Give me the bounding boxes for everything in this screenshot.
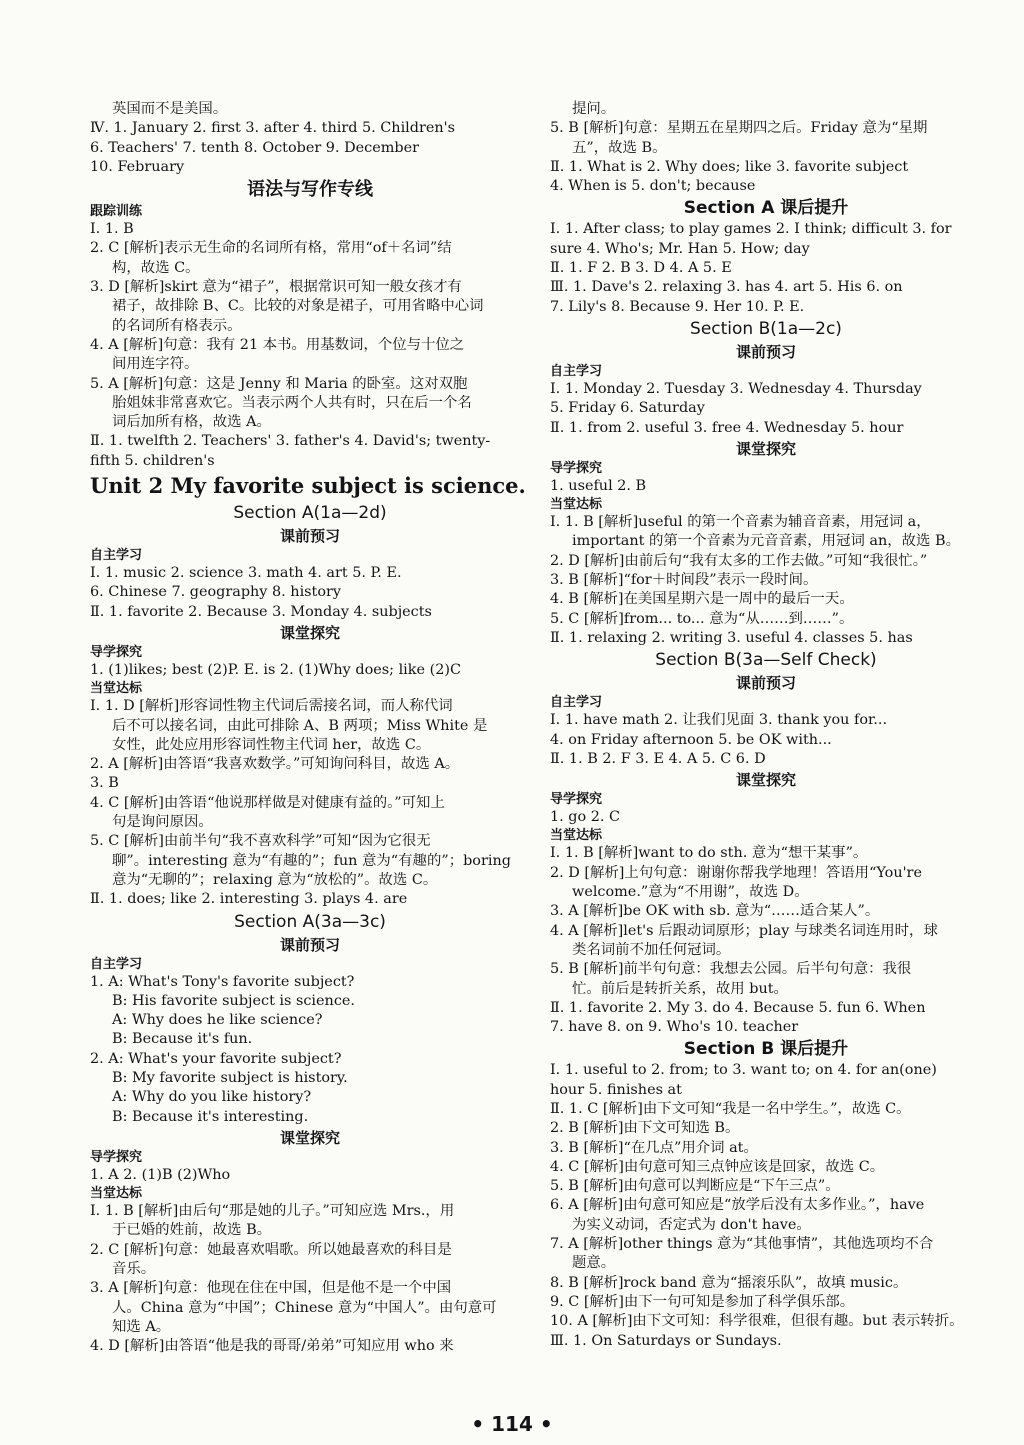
text-line: 2. C [解析]句意：她最喜欢唱歌。所以她最喜欢的科目是 [90, 1241, 452, 1258]
text-line: 3. A [解析]be OK with sb. 意为“……适合某人”。 [550, 903, 880, 920]
text-line: 的名词所有格表示。 [112, 317, 242, 334]
text-line: 类名词前不加任何冠词。 [572, 941, 731, 958]
exercise-label: 自主学习 [550, 695, 603, 711]
text-line: 4. on Friday afternoon 5. be OK with... [550, 731, 832, 748]
text-line: Ⅰ. 1. Monday 2. Tuesday 3. Wednesday 4. Thursday [550, 380, 922, 397]
exercise-label: 导学探究 [550, 460, 603, 476]
text-line: 10. A [解析]由下文可知：科学很难，但很有趣。but 表示转折。 [550, 1313, 964, 1330]
text-line: 7. A [解析]other things 意为“其他事情”，其他选项均不合 [550, 1236, 934, 1253]
text-line: 人。China 意为“中国”；Chinese 意为“中国人”。由句意可 [112, 1299, 497, 1316]
text-line: 3. B [解析]“在几点”用介词 at。 [550, 1139, 758, 1156]
text-line: 4. B [解析]在美国星期六是一周中的最后一天。 [550, 591, 854, 608]
unit-title: Unit 2 My favorite subject is science. [90, 473, 526, 499]
text-line: Ⅰ. 1. D [解析]形容词性物主代词后需接名词，而人称代词 [90, 698, 453, 715]
text-line: 7. have 8. on 9. Who's 10. teacher [550, 1019, 799, 1036]
text-line: Ⅱ. 1. favorite 2. My 3. do 4. Because 5. fun 6. When [550, 999, 926, 1016]
text-line: 五”，故选 B。 [572, 139, 667, 156]
text-line: Ⅰ. 1. useful to 2. from; to 3. want to; on 4. for an(one) [550, 1062, 937, 1079]
text-line: 后不可以接名词，由此可排除 A、B 两项；Miss White 是 [112, 717, 488, 734]
text-line: Ⅱ. 1. does; like 2. interesting 3. plays 4. are [90, 891, 408, 908]
text-line: 题意。 [572, 1255, 616, 1272]
text-line: 5. A [解析]句意：这是 Jenny 和 Maria 的卧室。这对双胞 [90, 375, 468, 392]
text-line: Ⅰ. 1. music 2. science 3. math 4. art 5. P. E. [90, 565, 402, 582]
text-line: 5. B [解析]句意：星期五在星期四之后。Friday 意为“星期 [550, 120, 928, 137]
text-line: Ⅱ. 1. What is 2. Why does; like 3. favorite subject [550, 158, 909, 175]
text-line: Ⅰ. 1. After class; to play games 2. I think; difficult 3. for [550, 221, 952, 238]
exercise-label: 导学探究 [90, 644, 143, 660]
text-line: 5. B [解析]由句意可以判断应是“下午三点”。 [550, 1178, 840, 1195]
text-line: B: My favorite subject is history. [112, 1069, 348, 1086]
section-title: Section B(3a—Self Check) [655, 650, 877, 671]
text-line: Ⅰ. 1. B [解析]useful 的第一个音素为辅音音素，用冠词 a， [550, 514, 931, 531]
section-title: Section B(1a—2c) [690, 318, 842, 339]
section-title: Section A(1a—2d) [233, 503, 387, 524]
text-line: 4. A [解析]let's 后跟动词原形；play 与球类名词连用时，球 [550, 922, 938, 939]
text-line: 于已婚的姓前，故选 B。 [112, 1222, 272, 1239]
text-line: 为实义动词，否定式为 don't have。 [572, 1216, 811, 1233]
text-line: 1. A: What's Tony's favorite subject? [90, 973, 355, 990]
text-line: 忙。前后是转折关系，故用 but。 [572, 980, 788, 997]
text-line: 裙子，故排除 B、C。比较的对象是裙子，可用省略中心词 [112, 298, 484, 315]
right-column [550, 100, 982, 1351]
text-line: 5. C [解析]from... to... 意为“从……到……”。 [550, 610, 854, 627]
text-line: B: His favorite subject is science. [112, 992, 355, 1009]
text-line: Ⅱ. 1. from 2. useful 3. free 4. Wednesday 5. hour [550, 419, 904, 436]
text-line: A: Why does he like science? [112, 1012, 323, 1029]
text-line: 10. February [90, 158, 185, 175]
text-line: 音乐。 [112, 1261, 156, 1278]
text-line: 知选 A。 [112, 1318, 171, 1335]
text-line: 3. B [90, 775, 119, 792]
text-line: Ⅲ. 1. On Saturdays or Sundays. [550, 1332, 782, 1349]
text-line: sure 4. Who's; Mr. Han 5. How; day [550, 240, 810, 257]
text-line: 8. B [解析]rock band 意为“摇滚乐队”，故填 music。 [550, 1274, 908, 1291]
subsection-heading: 课堂探究 [279, 1128, 340, 1147]
text-line: hour 5. finishes at [550, 1081, 682, 1098]
text-line: 1. go 2. C [550, 809, 621, 826]
text-line: Ⅱ. 1. F 2. B 3. D 4. A 5. E [550, 260, 732, 277]
text-line: 2. C [解析]表示无生命的名词所有格，常用“of＋名词”结 [90, 240, 452, 257]
text-line: 1. useful 2. B [550, 477, 647, 494]
text-line: 2. A: What's your favorite subject? [90, 1050, 342, 1067]
text-line: Ⅱ. 1. favorite 2. Because 3. Monday 4. subjects [90, 603, 432, 620]
text-line: 2. D [解析]上句句意：谢谢你帮我学地理！答语用“You're [550, 864, 922, 881]
text-line: 4. C [解析]由句意可知三点钟应该是回家，故选 C。 [550, 1158, 885, 1175]
exercise-label: 当堂达标 [90, 1186, 143, 1202]
text-line: 4. D [解析]由答语“他是我的哥哥/弟弟”可知应用 who 来 [90, 1338, 454, 1355]
text-line: A: Why do you like history? [112, 1089, 312, 1106]
exercise-label: 当堂达标 [90, 681, 143, 697]
exercise-label: 自主学习 [90, 956, 143, 972]
text-line: 6. Chinese 7. geography 8. history [90, 584, 342, 601]
exercise-label: 当堂达标 [550, 828, 603, 844]
text-line: Ⅲ. 1. Dave's 2. relaxing 3. has 4. art 5. His 6. on [550, 279, 903, 296]
text-line: 2. D [解析]由前后句“我有太多的工作去做。”可知“我很忙。” [550, 552, 928, 569]
text-line: Ⅱ. 1. B 2. F 3. E 4. A 5. C 6. D [550, 750, 766, 767]
text-line: Ⅱ. 1. C [解析]由下文可知“我是一名中学生。”，故选 C。 [550, 1100, 911, 1117]
text-line: B: Because it's fun. [112, 1031, 253, 1048]
text-line: 词后加所有格，故选 A。 [112, 414, 271, 431]
text-line: 3. D [解析]skirt 意为“裙子”，根据常识可知一般女孩才有 [90, 279, 462, 296]
exercise-label: 跟踪训练 [90, 204, 143, 220]
text-line: B: Because it's interesting. [112, 1108, 309, 1125]
text-line: 1. (1)likes; best (2)P. E. is 2. (1)Why does; like (2)C [90, 661, 461, 678]
page-number: • 114 • [471, 1412, 553, 1436]
text-line: 构，故选 C。 [112, 259, 200, 276]
text-line: 4. A [解析]句意：我有 21 本书。用基数词，个位与十位之 [90, 336, 465, 353]
exercise-label: 自主学习 [550, 363, 603, 379]
text-line: 英国而不是美国。 [112, 101, 228, 117]
text-line: 5. C [解析]由前半句“我不喜欢科学”可知“因为它很无 [90, 833, 431, 850]
text-line: 间用连字符。 [112, 356, 199, 373]
subsection-heading: 课前预习 [735, 674, 796, 693]
subsection-heading: 课堂探究 [735, 771, 796, 790]
subsection-heading: 课前预习 [279, 527, 340, 546]
subsection-heading: 课堂探究 [279, 623, 340, 642]
text-line: 2. A [解析]由答语“我喜欢数学。”可知询问科目，故选 A。 [90, 756, 460, 773]
section-heading: 语法与写作专线 [247, 179, 373, 201]
section-title: Section A(3a—3c) [234, 911, 386, 932]
text-line: Ⅳ. 1. January 2. first 3. after 4. third 5. Children's [90, 120, 455, 137]
text-line: 7. Lily's 8. Because 9. Her 10. P. E. [550, 298, 805, 315]
text-line: 1. A 2. (1)B (2)Who [90, 1166, 231, 1183]
text-line: 6. A [解析]由句意可知应是“放学后没有太多作业。”，have [550, 1197, 925, 1214]
text-line: 4. C [解析]由答语“他说那样做是对健康有益的。”可知上 [90, 794, 445, 811]
text-line: 5. B [解析]前半句句意：我想去公园。后半句句意：我很 [550, 961, 912, 978]
subsection-heading: 课前预习 [279, 935, 340, 954]
exercise-label: 自主学习 [90, 548, 143, 564]
exercise-label: 当堂达标 [550, 497, 603, 513]
subsection-heading: 课堂探究 [735, 439, 796, 458]
subsection-heading: 课前预习 [735, 342, 796, 361]
text-line: Ⅱ. 1. twelfth 2. Teachers' 3. father's 4. David's; twenty- [90, 433, 491, 450]
text-line: 2. B [解析]由下文可知选 B。 [550, 1120, 740, 1137]
left-column [90, 100, 530, 1357]
text-line: 6. Teachers' 7. tenth 8. October 9. December [90, 139, 419, 156]
section-title: Section A 课后提升 [683, 198, 849, 219]
text-line: important 的第一个音素为元音音素，用冠词 an，故选 B。 [572, 533, 960, 550]
text-line: 提问。 [572, 101, 616, 117]
exercise-label: 导学探究 [90, 1149, 143, 1165]
text-line: Ⅰ. 1. have math 2. 让我们见面 3. thank you for... [550, 712, 888, 729]
text-line: 意为“无聊的”；relaxing 意为“放松的”。故选 C。 [112, 871, 438, 888]
text-line: Ⅱ. 1. relaxing 2. writing 3. useful 4. classes 5. has [550, 629, 913, 646]
text-line: 聊”。interesting 意为“有趣的”；fun 意为“有趣的”；boring [112, 852, 511, 869]
text-line: Ⅰ. 1. B [解析]want to do sth. 意为“想干某事”。 [550, 845, 868, 862]
text-line: Ⅰ. 1. B [解析]由后句“那是她的儿子。”可知应选 Mrs.，用 [90, 1203, 455, 1220]
exercise-label: 导学探究 [550, 792, 603, 808]
text-line: 女性，此处应用形容词性物主代词 her，故选 C。 [112, 736, 431, 753]
text-line: 句是询问原因。 [112, 814, 213, 831]
text-line: fifth 5. children's [90, 452, 215, 469]
text-line: 3. A [解析]句意：他现在住在中国，但是他不是一个中国 [90, 1280, 452, 1297]
text-line: Ⅰ. 1. B [90, 221, 134, 238]
text-line: welcome.”意为“不用谢”，故选 D。 [572, 884, 809, 901]
text-line: 胎姐妹非常喜欢它。当表示两个人共有时，只在后一个名 [112, 394, 472, 411]
text-line: 5. Friday 6. Saturday [550, 400, 705, 417]
text-line: 4. When is 5. don't; because [550, 178, 756, 195]
text-line: 3. B [解析]“for＋时间段”表示一段时间。 [550, 572, 818, 589]
section-title: Section B 课后提升 [683, 1039, 849, 1060]
text-line: 9. C [解析]由下一句可知是参加了科学俱乐部。 [550, 1293, 855, 1310]
